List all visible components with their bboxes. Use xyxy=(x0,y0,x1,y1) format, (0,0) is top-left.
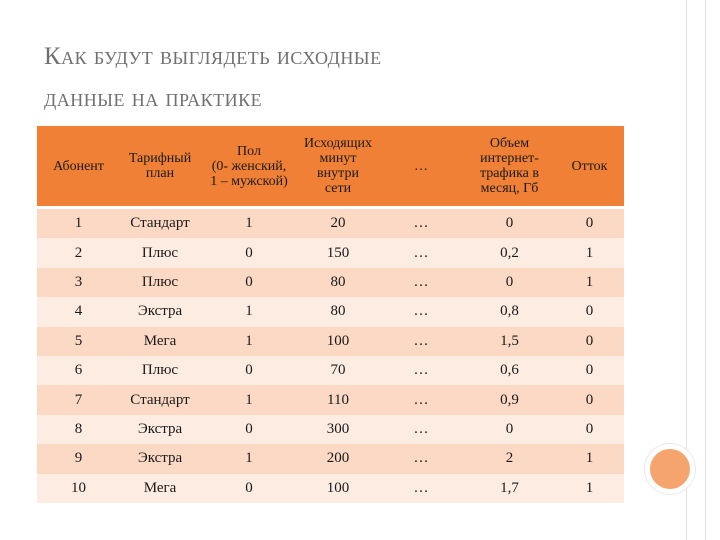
table-cell: … xyxy=(378,268,464,297)
column-header: … xyxy=(378,126,464,208)
table-cell: 80 xyxy=(298,268,378,297)
table-cell: 0 xyxy=(555,385,624,414)
table-cell: 9 xyxy=(37,444,120,473)
table-cell: 0 xyxy=(200,415,298,444)
table-cell: Экстра xyxy=(120,297,200,326)
table-cell: 0 xyxy=(200,238,298,267)
table-row xyxy=(37,415,624,444)
table-cell: 0 xyxy=(200,474,298,503)
table-row xyxy=(37,268,624,297)
table-cell: 7 xyxy=(37,385,120,414)
table-cell: … xyxy=(378,385,464,414)
table-cell: 6 xyxy=(37,356,120,385)
table-cell: 8 xyxy=(37,415,120,444)
table-cell: 70 xyxy=(298,356,378,385)
table-row xyxy=(37,238,624,267)
data-table xyxy=(37,126,624,503)
table-row xyxy=(37,444,624,473)
table-cell: 0 xyxy=(464,268,555,297)
table-cell: 1 xyxy=(37,208,120,239)
table-cell: … xyxy=(378,444,464,473)
table-cell: 150 xyxy=(298,238,378,267)
table-cell: Стандарт xyxy=(120,208,200,239)
table-cell: 0 xyxy=(200,356,298,385)
table-cell: Плюс xyxy=(120,356,200,385)
column-header: Исходящих минут внутри сети xyxy=(298,126,378,208)
table-cell: 300 xyxy=(298,415,378,444)
header-row xyxy=(37,126,624,208)
table-row xyxy=(37,356,624,385)
table-cell: 1 xyxy=(555,444,624,473)
table-header xyxy=(37,126,624,208)
table-cell: … xyxy=(378,474,464,503)
title-line-2: данные на практике xyxy=(44,85,263,112)
table-cell: 1,5 xyxy=(464,327,555,356)
table-cell: 0 xyxy=(555,356,624,385)
table-cell: 1 xyxy=(200,385,298,414)
table-cell: 1 xyxy=(555,474,624,503)
column-header: Тарифный план xyxy=(120,126,200,208)
table-cell: 110 xyxy=(298,385,378,414)
table-cell: … xyxy=(378,297,464,326)
table-cell: Плюс xyxy=(120,238,200,267)
table-row xyxy=(37,208,624,239)
table-cell: 0 xyxy=(464,415,555,444)
column-header: Объем интернет- трафика в месяц, Гб xyxy=(464,126,555,208)
table-cell: 100 xyxy=(298,474,378,503)
table-cell: … xyxy=(378,238,464,267)
table-cell: 0,6 xyxy=(464,356,555,385)
table-row xyxy=(37,385,624,414)
table-row xyxy=(37,474,624,503)
table-cell: 3 xyxy=(37,268,120,297)
table-cell: 10 xyxy=(37,474,120,503)
table-cell: 100 xyxy=(298,327,378,356)
table-cell: Экстра xyxy=(120,415,200,444)
table-cell: 1 xyxy=(200,297,298,326)
slide-title xyxy=(44,36,644,120)
title-line-1: Как будут выглядеть исходные xyxy=(44,43,382,70)
table-row xyxy=(37,327,624,356)
table-cell: 0,2 xyxy=(464,238,555,267)
decorative-circle xyxy=(645,444,695,494)
column-header: Пол (0- женский, 1 – мужской) xyxy=(200,126,298,208)
table-cell: 1 xyxy=(200,208,298,239)
table-cell: 80 xyxy=(298,297,378,326)
table-cell: 0 xyxy=(464,208,555,239)
table-cell: 1 xyxy=(555,238,624,267)
table-row xyxy=(37,297,624,326)
table-cell: Экстра xyxy=(120,444,200,473)
table-cell: 0 xyxy=(555,327,624,356)
table-cell: 0 xyxy=(555,415,624,444)
column-header: Отток xyxy=(555,126,624,208)
table-cell: 20 xyxy=(298,208,378,239)
table-cell: … xyxy=(378,327,464,356)
table-cell: Плюс xyxy=(120,268,200,297)
table-cell: Мега xyxy=(120,327,200,356)
table-cell: 1 xyxy=(555,268,624,297)
table-cell: 2 xyxy=(464,444,555,473)
table-cell: … xyxy=(378,208,464,239)
table-cell: 5 xyxy=(37,327,120,356)
table-cell: 0 xyxy=(200,268,298,297)
table-body xyxy=(37,208,624,503)
table-cell: 0,8 xyxy=(464,297,555,326)
table-cell: Мега xyxy=(120,474,200,503)
table-cell: 2 xyxy=(37,238,120,267)
table-cell: 0 xyxy=(555,297,624,326)
table-cell: 1 xyxy=(200,327,298,356)
table-cell: 0 xyxy=(555,208,624,239)
column-header: Абонент xyxy=(37,126,120,208)
table-cell: Стандарт xyxy=(120,385,200,414)
table-cell: … xyxy=(378,356,464,385)
table-cell: 4 xyxy=(37,297,120,326)
table-cell: 1 xyxy=(200,444,298,473)
table-cell: … xyxy=(378,415,464,444)
table-cell: 0,9 xyxy=(464,385,555,414)
table-cell: 200 xyxy=(298,444,378,473)
table-cell: 1,7 xyxy=(464,474,555,503)
